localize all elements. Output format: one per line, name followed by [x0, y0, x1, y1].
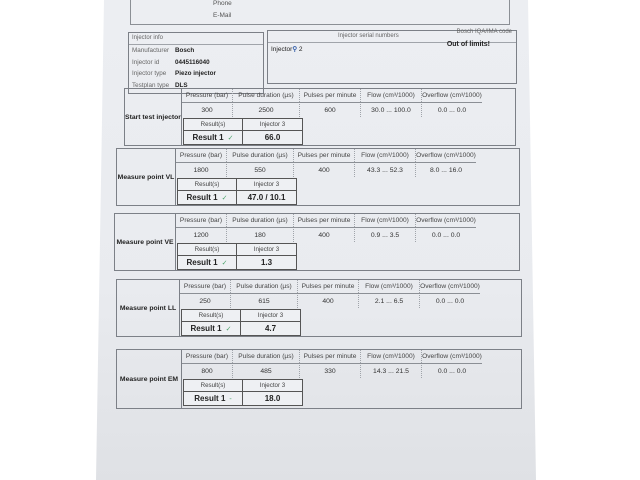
column-header: Flow (cm³/1000) — [361, 350, 422, 363]
injector-header: Injector 3 — [259, 382, 286, 389]
column-header: Pressure (bar) — [182, 350, 233, 363]
serial-header-title: Injector serial numbers — [338, 33, 399, 39]
result-header: Result(s) — [178, 244, 237, 255]
phone-label: Phone — [213, 0, 232, 7]
column-header: Pulse duration (µs) — [227, 214, 294, 227]
value-cell: 600 — [300, 104, 361, 117]
column-header: Overflow (cm³/1000) — [416, 152, 476, 159]
column-header: Pulse duration (µs) — [233, 89, 300, 102]
injector-label: Injector — [271, 46, 293, 53]
result-label — [184, 131, 243, 144]
value-cell: 800 — [182, 365, 233, 378]
result-label — [178, 191, 237, 204]
measure-point-name: Measure point EM — [117, 350, 182, 408]
result-label — [184, 392, 243, 405]
measure-point-name: Start test injector — [125, 89, 182, 145]
column-header: Pulse duration (µs) — [227, 149, 294, 162]
result-header: Result(s) — [182, 310, 241, 321]
injector-serial — [271, 45, 303, 53]
result-table — [183, 118, 303, 145]
measure-point-panel — [116, 349, 522, 409]
value-cell: 180 — [227, 229, 294, 242]
info-row-injector-id — [129, 57, 263, 69]
column-header: Overflow (cm³/1000) — [422, 353, 482, 360]
column-header: Pulses per minute — [300, 350, 361, 363]
value-cell: 8.0 ... 16.0 — [429, 167, 463, 174]
email-label: E-Mail — [213, 12, 232, 19]
value-cell: 43.3 ... 52.3 — [355, 164, 416, 177]
column-header: Pulse duration (µs) — [233, 350, 300, 363]
measure-point-panel — [114, 213, 520, 271]
column-header: Pressure (bar) — [176, 149, 227, 162]
measure-point-panel — [124, 88, 516, 146]
parameter-header-row — [182, 89, 482, 103]
parameter-value-row — [180, 295, 480, 308]
column-header: Pulses per minute — [298, 280, 359, 293]
parameter-header-row — [176, 214, 476, 228]
result-header: Result(s) — [178, 179, 237, 190]
field-label: Manufacturer — [132, 47, 170, 54]
column-header: Flow (cm³/1000) — [359, 280, 420, 293]
value-cell: 0.0 ... 0.0 — [437, 107, 467, 114]
column-header: Overflow (cm³/1000) — [416, 217, 476, 224]
parameter-value-row — [176, 164, 476, 177]
value-cell: 330 — [300, 365, 361, 378]
parameter-header-row — [180, 280, 480, 294]
column-header: Overflow (cm³/1000) — [422, 92, 482, 99]
parameter-value-row — [176, 229, 476, 242]
column-header: Flow (cm³/1000) — [361, 89, 422, 102]
result-value: 1.3 — [260, 258, 273, 267]
result-value: 47.0 / 10.1 — [247, 193, 286, 202]
injector-number: 2 — [298, 46, 303, 53]
info-row-manufacturer — [129, 45, 263, 57]
value-cell: 615 — [231, 295, 298, 308]
value-cell: 550 — [227, 164, 294, 177]
field-label: Injector type — [132, 70, 167, 77]
parameter-value-row — [182, 365, 482, 378]
field-value: Piezo injector — [175, 70, 216, 77]
result-table — [183, 379, 303, 406]
parameter-header-row — [176, 149, 476, 163]
column-header: Pulse duration (µs) — [231, 280, 298, 293]
value-cell: 400 — [298, 295, 359, 308]
serial-numbers-panel — [267, 30, 517, 84]
measure-point-name: Measure point VE — [115, 214, 176, 270]
value-cell: 485 — [233, 365, 300, 378]
value-cell: 14.3 ... 21.5 — [361, 365, 422, 378]
value-cell: 2.1 ... 6.5 — [359, 295, 420, 308]
status-out-of-limits: Out of limits! — [446, 41, 490, 48]
check-icon: ✓ — [221, 260, 228, 267]
injector-info-header: Injector info — [129, 33, 263, 45]
field-label: Injector id — [132, 58, 160, 66]
field-value: 0445116040 — [175, 58, 210, 66]
value-cell: 0.0 ... 0.0 — [437, 368, 467, 375]
measure-point-panel — [116, 148, 520, 206]
parameter-value-row — [182, 104, 482, 117]
measure-point-name: Measure point VL — [117, 149, 176, 205]
check-icon: ✓ — [225, 326, 232, 333]
check-icon: - — [229, 396, 232, 403]
result-table — [177, 243, 297, 270]
result-label-text: Result 1 — [194, 394, 226, 403]
result-label — [182, 322, 241, 335]
measure-point-panel — [116, 279, 522, 337]
result-value: 18.0 — [264, 394, 281, 403]
injector-header: Injector 3 — [257, 312, 284, 319]
code-header: Bosch IQA/IMA code — [456, 29, 512, 35]
injector-header: Injector 3 — [253, 181, 280, 188]
value-cell: 400 — [294, 164, 355, 177]
value-cell: 0.0 ... 0.0 — [431, 232, 461, 239]
value-cell: 1200 — [176, 229, 227, 242]
column-header: Flow (cm³/1000) — [355, 214, 416, 227]
value-cell: 30.0 ... 100.0 — [361, 104, 422, 117]
field-label: Testplan type — [132, 81, 170, 89]
injector-header: Injector 3 — [259, 121, 286, 128]
measure-point-name: Measure point LL — [117, 280, 180, 336]
result-table — [177, 178, 297, 205]
result-label-text: Result 1 — [186, 193, 218, 202]
value-cell: 0.9 ... 3.5 — [355, 229, 416, 242]
result-header: Result(s) — [184, 119, 243, 130]
check-icon: ✓ — [227, 135, 234, 142]
field-value: DLS — [175, 81, 188, 89]
value-cell: 250 — [180, 295, 231, 308]
result-value: 4.7 — [264, 324, 277, 333]
value-cell: 2500 — [233, 104, 300, 117]
column-header: Pulses per minute — [294, 149, 355, 162]
result-label — [178, 256, 237, 269]
column-header: Pulses per minute — [300, 89, 361, 102]
field-value: Bosch — [175, 47, 195, 54]
value-cell: 300 — [182, 104, 233, 117]
column-header: Pressure (bar) — [182, 89, 233, 102]
result-value: 66.0 — [264, 133, 281, 142]
info-row-injector-type — [129, 68, 263, 80]
column-header: Pulses per minute — [294, 214, 355, 227]
check-icon: ✓ — [221, 195, 228, 202]
column-header: Pressure (bar) — [180, 280, 231, 293]
value-cell: 400 — [294, 229, 355, 242]
column-header: Flow (cm³/1000) — [355, 149, 416, 162]
result-label-text: Result 1 — [186, 258, 218, 267]
result-header: Result(s) — [184, 380, 243, 391]
column-header: Overflow (cm³/1000) — [420, 283, 480, 290]
result-table — [181, 309, 301, 336]
result-label-text: Result 1 — [192, 133, 224, 142]
injector-info-panel — [128, 32, 264, 94]
injector-header: Injector 3 — [253, 246, 280, 253]
column-header: Pressure (bar) — [176, 214, 227, 227]
parameter-header-row — [182, 350, 482, 364]
result-label-text: Result 1 — [190, 324, 222, 333]
value-cell: 0.0 ... 0.0 — [435, 298, 465, 305]
user-icon: ⚲ — [292, 46, 298, 53]
value-cell: 1800 — [176, 164, 227, 177]
contact-section — [130, 0, 510, 25]
